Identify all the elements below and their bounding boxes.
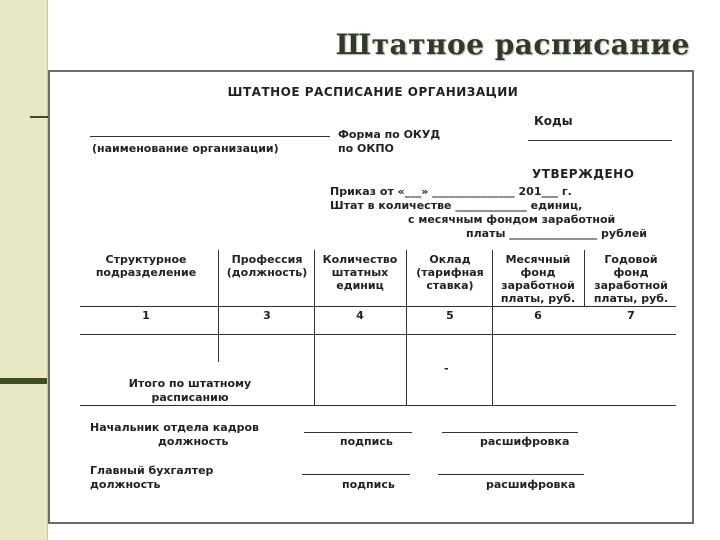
col-header-annual-fund: Годовой фонд заработной платы, руб.: [593, 253, 669, 305]
total-label-cont: расписанию: [151, 391, 229, 404]
signature-role-caption: должность: [158, 435, 229, 448]
slide-accent-line: [30, 116, 48, 118]
signature-decode-caption: расшифровка: [480, 435, 570, 448]
signature-title: Начальник отдела кадров: [90, 421, 259, 434]
col-number: 6: [534, 309, 542, 322]
table-dash-mark: -: [444, 362, 449, 375]
col-header-salary: Оклад (тарифная ставка): [416, 253, 484, 292]
signature-sign-caption: подпись: [340, 435, 393, 448]
table-header-rule: [80, 306, 676, 307]
col-divider: [406, 250, 407, 406]
approval-staff-line: Штат в количестве _____________ единиц,: [330, 199, 583, 212]
approval-fund-amount-line: платы ________________ рублей: [466, 227, 648, 240]
col-number: 7: [627, 309, 635, 322]
codes-label: Коды: [534, 114, 573, 128]
staffing-form-document: [48, 70, 694, 524]
signature-line: [304, 432, 412, 433]
form-heading: ШТАТНОЕ РАСПИСАНИЕ ОРГАНИЗАЦИИ: [227, 85, 519, 99]
approval-fund-line: с месячным фондом заработной: [408, 213, 616, 226]
signature-line: [438, 474, 584, 475]
col-header-monthly-fund: Месячный фонд заработной платы, руб.: [500, 253, 576, 305]
signature-line: [442, 432, 578, 433]
col-divider: [492, 250, 493, 406]
signature-sign-caption: подпись: [342, 478, 395, 491]
table-total-rule: [80, 405, 676, 406]
approved-label: УТВЕРЖДЕНО: [532, 167, 635, 181]
table-number-rule: [80, 334, 676, 335]
col-header-department: Структурное подразделение: [95, 253, 197, 279]
col-divider: [584, 250, 585, 306]
slide-sidebar: [0, 0, 48, 540]
okpo-label: по ОКПО: [338, 142, 394, 155]
col-divider: [314, 250, 315, 406]
okud-label: Форма по ОКУД: [338, 128, 441, 141]
slide-title: Штатное расписание: [335, 28, 690, 61]
col-number: 3: [263, 309, 271, 322]
col-number: 4: [356, 309, 364, 322]
total-label: Итого по штатному: [128, 377, 252, 390]
signature-line: [302, 474, 410, 475]
col-header-staff-units: Количество штатных единиц: [322, 253, 398, 292]
signature-decode-caption: расшифровка: [486, 478, 576, 491]
codes-line: [528, 140, 672, 141]
org-name-caption: (наименование организации): [92, 142, 279, 155]
sidebar-accent-bar: [0, 378, 47, 384]
approval-order-line: Приказ от «___» _______________ 201___ г.: [330, 185, 572, 198]
signature-title: Главный бухгалтер: [90, 464, 214, 477]
signature-role-caption: должность: [90, 478, 161, 491]
col-header-position: Профессия (должность): [226, 253, 308, 279]
col-number: 5: [446, 309, 454, 322]
org-name-line: [90, 136, 330, 137]
col-number: 1: [142, 309, 150, 322]
